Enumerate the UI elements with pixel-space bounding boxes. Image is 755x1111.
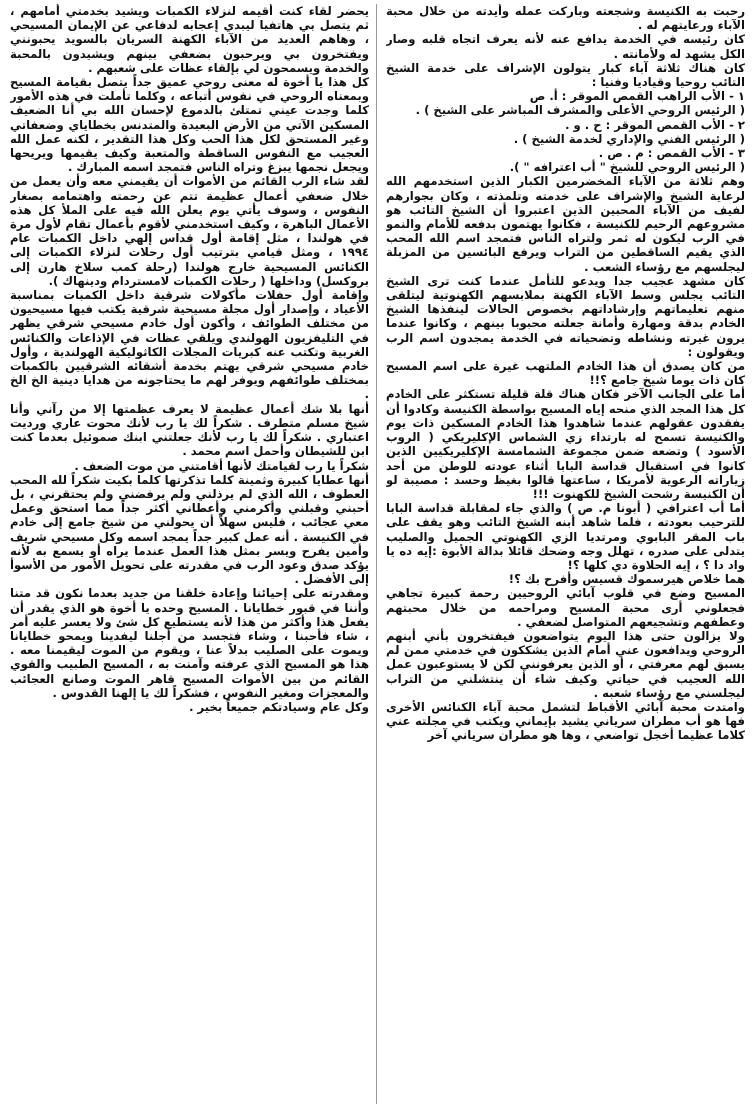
paragraph: كان مشهد عجيب جدا ويدعو للتأمل عندما كنت ترى الشيخ التائب يجلس وسط الآباء الكهنة بملابسهم الكهنوتية ليتلقى منهم تعليماتهم وإرشاداتهم بخصوص الحالات لينفذها الشيخ الخادم بدقة ومهارة وأمانة جعلته محبوبا بينهم ، وكانوا عندما يرون غيرته ونشاطه وتضحياته في الخدمة يمجدون اسم الرب ويقولون : bbox=[386, 273, 745, 359]
paragraph: المسيح وضع في قلوب آبائي الروحيين رحمة كبيرة تجاهي فجعلوني أرى محبة المسيح ومراحمه من خلال محبتهم وعطفهم وتشجيعهم المتواصل لضعفي . bbox=[386, 586, 745, 629]
list-item-note: ( الرئيس الروحي للشيخ " أب اعترافه " ). bbox=[509, 160, 745, 175]
paragraph: رحبت به الكنيسة وشجعته وباركت عمله وأيدته من خلال محبة الآباء ورعايتهم له . bbox=[386, 4, 745, 33]
paragraph: وامتدت محبة آبائي الأقباط لتشمل محبة آباء الكنائس الأخرى فها هو أب مطران سرياني يشيد بإيماني ويكتب في مجلته عني كلاما عظيما أخجل تواضعي ، وها هو مطران سرياني آخر bbox=[386, 699, 745, 743]
paragraph: لقد شاء الرب القائم من الأموات أن يقيمني معه وأن يعمل من خلال ضعفي أعمال عظيمة تتم عن رحمته واهتمامه بصغار النفوس ، وسوف يأتي يوم يعلن الله فيه على الملأ كل هذه الأعمال الباهرة ، وكيف استخدمني لأقوم بأعمال تقام لأول مرة في هولندا ، مثل إقامة أول قداس إلهي داخل الكمبات عام ١٩٩٤ ، ومثل قيامي بترتيب أول رحلات لنزلاء الكمبات إلى الكنائس المسيحية خارج هولندا (رحلة كمب سلاخ هارن إلى بروكسل) وداخلها ( رحلات الكمبات لامستردام ودينهاك ). bbox=[10, 174, 369, 288]
paragraph: كل هذا يا أخوة له معنى روحي عميق جداً يتصل بقيامة المسيح وبمعناه الروحي في نفوس أتباعه ، وكلما تأملت في هذه الأمور كلما وجدت عيني تمتلئ بالدموع لإحسان الله بي أنا الضعيف المسكين الآتي من الأرض البعيدة والمتدنس بخطاياي وضعفاتي وغير المستحق لكل هذا الحب وكل هذا التقدير ، لكنه عمل الله العجيب مع النفوس الساقطة والمتعبة وكيف يقيمها ويريحها ويجعل نجمها يبزغ وتراه الناس فتمجد اسمه المبارك . bbox=[10, 75, 369, 175]
list-item-note: ( الرئيس الفني والإداري لخدمة الشيخ ) . bbox=[513, 131, 745, 146]
paragraph: أنها عطايا كبيرة وثمينة كلما تذكرتها كلما بكيت شكراً لله المحب العطوف ، الله الذي لم يرذلني ولم يرفضني ولم يحتقرني ، بل أحبني وقبلني وأكرمني وأعطاني أكثر جداً مما استحق وعمل معي عجائب ، فليس سهلاً أن يحولني من شيخ جامع إلى خادم في الكنيسة . أنه عمل كبير جداً يمجد اسمه وكل مسيحي شريف وأمين يفرح ويسر بمثل هذا العمل عندما يراه أو يسمع به لأنه يؤكد صدق وعود الرب في مقدرته على تحويل الأمور من الأسوأ إلى الأفضل . bbox=[10, 472, 369, 587]
paragraph: أما على الجانب الآخر فكان هناك قلة قليلة تستكثر على الخادم كل هذا المجد الذي منحه إياه المسيح بواسطة الكنيسة وكادوا أن يفقدون عقولهم عندما شاهدوا هذا الخادم المسكين ذات يوم والكنيسة تسمح له بارتداء زي الشماس الإكليريكي ( الروب الأسود ) وتضعه ضمن مجموعة الشمامسة الإكليريكيين الذين كانوا في استقبال قداسة البابا أثناء عودته للوطن من أحد زياراته الرعوية لأمريكا ، ساعتها قالوا بغيظ وحسد : مصيبة لو أن الكنيسة رشحت الشيخ للكهنوت !!! bbox=[386, 387, 745, 501]
list-item: ٢ - الأب القمص الموقر : ح . و . bbox=[565, 117, 745, 132]
left-text-column bbox=[10, 4, 369, 1104]
paragraph: ومقدرته على إحيائنا وإعادة خلقنا من جديد بعدما نكون قد متنا وأننا في قبور خطايانا . المسيح وحده يا أخوة هو الذي يقدر أن يفعل هذا وأكثر من هذا لأنه يستطيع كل شئ ولا يعسر عليه أمر ، شاء فأحبنا ، وشاء فتجسد من أجلنا ليفدينا ويمحو خطايانا ويموت على الصليب بدلاً عنا ، ويقوم من الموت ليقيمنا معه . هذا هو المسيح الذي عرفته وآمنت به ، المسيح الطبيب والقوي القائم من بين الأموات المسيح قاهر الموت وصانع العجائب والمعجزات ومغير النفوس ، فشكراً لك يا إلهنا القدوس . bbox=[10, 586, 369, 700]
paragraph: هما خلاص هيرسموك قسيس وأفرح بك ؟! bbox=[508, 572, 745, 587]
paragraph: وإقامة أول حفلات مأكولات شرقية داخل الكمبات بمناسبة الأعياد ، وإصدار أول مجلة مسيحية شرقية يكتب فيها مسيحيون من مختلف الطوائف ، وأكون أول خادم مسيحي شرقي يظهر في التليفزيون الهولندي ويلقي عظات في الإذاعات والكنائس الغربية وتكتب عنه كبريات المجلات الكاثوليكية الهولندية ، وأول خادم مسيحي شرقي يهتم بخدمة أشقائه الشرقيين بالكمبات بمختلف طوائفهم ويوفر لهم ما يحتاجونه من هدايا دينية الخ الخ . bbox=[10, 288, 369, 402]
paragraph: ولا يزالون حتى هذا اليوم يتواضعون فيفتخرون بأني أبنهم الروحي ويدافعون عني أمام الذين يشككون في خدمتي ممن لم يسبق لهم معرفتي ، أو الذين يعرفونني لكن لا يستوعبون عمل الله العجيب في حياتي وكيف شاء أن ينتشلني من التراب ليجلسني مع رؤساء شعبه . bbox=[386, 628, 745, 700]
paragraph: يحضر لقاء كنت أقيمه لنزلاء الكمبات ويشيد بخدمتي أمامهم ، ثم يتصل بي هاتفيا ليبدي إعجابه لدفاعي عن الإيمان المسيحي ، وهاهم العديد من الآباء الكهنة السريان بالسويد يحبونني ويفتخرون بي ويرحبون بضعفي بينهم ويشيدون بالمحبة والخدمة ويسمحون لي بإلقاء عظات على شعبهم . bbox=[10, 4, 369, 75]
list-item-note: ( الرئيس الروحي الأعلى والمشرف المباشر على الشيخ ) . bbox=[415, 103, 745, 118]
list-item: ١ - الأب الراهب القمص الموقر : أ. ص bbox=[529, 89, 745, 104]
paragraph: أنها بلا شك أعمال عظيمة لا يعرف عظمتها إلا من رآني وأنا شيخ مسلم متطرف . شكراً لك يا رب لأنك محوت عاري ورديت اعتباري . شكراً لك يا رب لأنك جعلتني ابنك صموئيل بعدما كنت ابن للشيطان وأحمل اسم محمد . bbox=[10, 401, 369, 459]
right-text-column bbox=[386, 4, 745, 1104]
paragraph: من كان يصدق أن هذا الخادم الملتهب غيرة على اسم المسيح كان ذات يوما شيخ جامع ؟!! bbox=[386, 359, 745, 388]
column-divider bbox=[376, 4, 377, 1104]
closing-line: وكل عام وسيادتكم جميعاً بخير . bbox=[189, 699, 369, 714]
document-page bbox=[10, 4, 745, 1104]
paragraph: كان رئيسه في الخدمة يدافع عنه لأنه يعرف اتجاه قلبه وصار الكل يشهد له ولأمانته . bbox=[386, 32, 745, 61]
paragraph: شكراً يا رب لقيامتك لأنها أقامتني من موت الضعف . bbox=[74, 458, 369, 473]
paragraph: أما أب اعترافي ( أبونا م. ص ) والذي جاء لمقابلة قداسة البابا للترحيب بعودته ، فلما شاهد أبنه الشيخ التائب وهو يقف على باب المقر البابوي ومرتديا الزي الكهنوتي الجميل والصليب يتدلى على صدره ، تهلل وجه وضحك قائلا بدالة الأبوة :إيه ده يا واد دا ؟ ، إيه الحلاوة دي كلها ؟! bbox=[386, 501, 745, 572]
paragraph: كان هناك ثلاثة آباء كبار يتولون الإشراف على خدمة الشيخ التائب روحيا وقياديا وفنيا : bbox=[386, 60, 745, 90]
list-item: ٣ - الأب القمص : م . ص . bbox=[598, 146, 745, 161]
paragraph: وهم ثلاثة من الآباء المخضرمين الكبار الذين استخدمهم الله لرعاية الشيخ والإشراف على خدمته وتلمذته ، وكان بجوارهم لفيف من الآباء المحبين الذين اعتبروا أن الشيخ التائب هو مشروعهم الرحيم للكنيسة ، فكانوا يهتمون بدفعه للأمام والنمو في الرب ليكون له ثمر ولتراه الناس فتمجد اسم الله المحب الذي يقيم الساقطين من التراب ويرفع البائسين من المزبلة ليجلسهم مع رؤساء الشعب . bbox=[386, 174, 745, 274]
